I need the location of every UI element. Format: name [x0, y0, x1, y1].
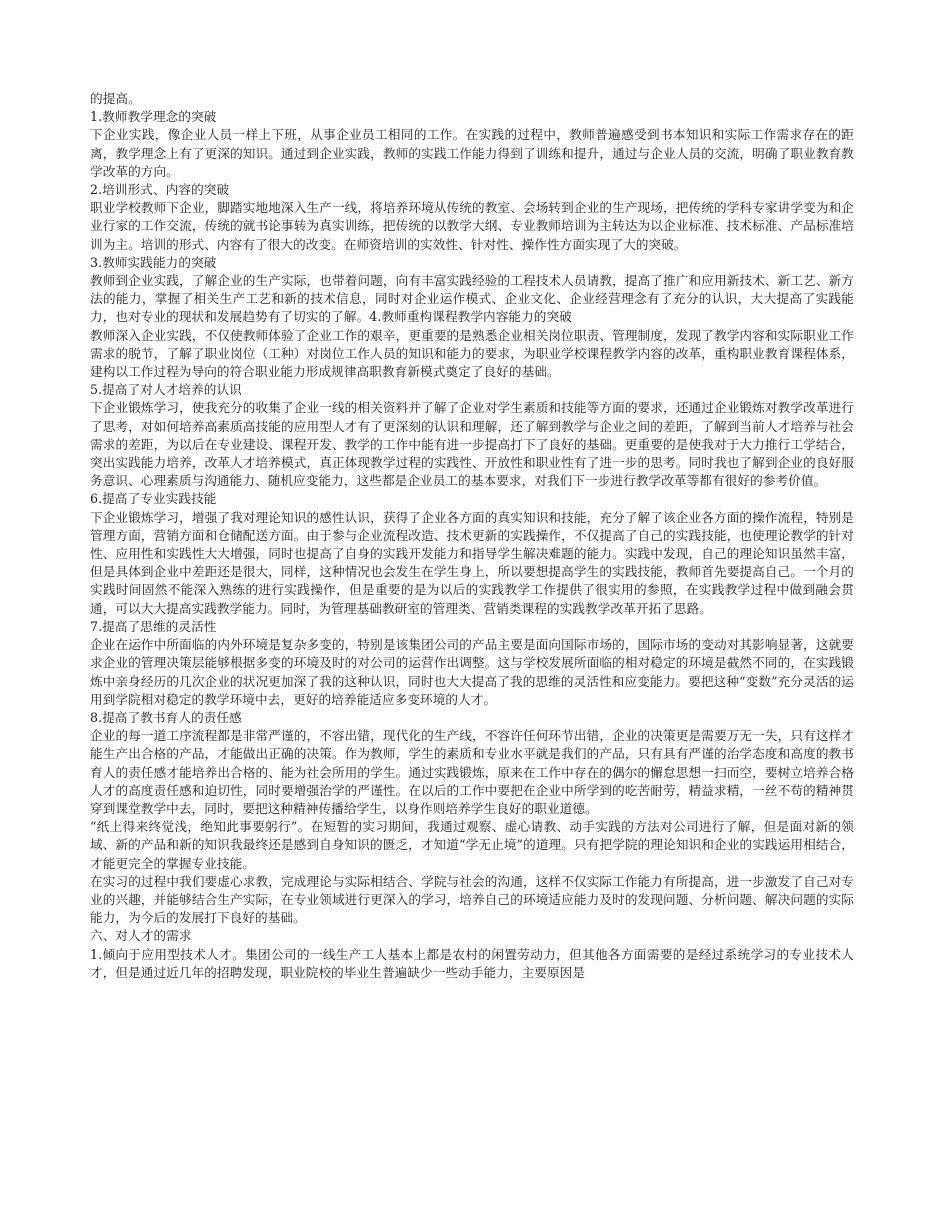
- paragraph-4: 教师深入企业实践，不仅使教师体验了企业工作的艰辛，更重要的是熟悉企业相关岗位职责、管理制度，发现了教学内容和实际职业工作需求的脱节，了解了职业岗位（工种）对岗位工作人员的知识和能力的要求，为职业学校课程教学内容的改革，重构职业教育课程体系，建构以工作过程为导向的符合职业能力形成规律高职教育新模式奠定了良好的基础。: [90, 327, 854, 380]
- section-heading-6: 6.提高了专业实践技能: [90, 491, 217, 507]
- section-heading-3: 3.教师实践能力的突破: [90, 254, 217, 270]
- paragraph-1: 下企业实践，像企业人员一样上下班，从事企业员工相同的工作。在实践的过程中，教师普遍感受到书本知识和实际工作需求存在的距离，教学理念上有了更深的知识。通过到企业实践，教师的实践工作能力得到了训练和提升，通过与企业人员的交流，明确了职业教育教学改革的方向。: [90, 127, 854, 179]
- paragraph-7: 企业在运作中所面临的内外环境是复杂多变的，特别是该集团公司的产品主要是面向国际市场的，国际市场的变动对其影响显著，这就要求企业的管理决策层能够根据多变的环境及时的对公司的运营作出调整。这与学校发展所面临的相对稳定的环境是截然不同的，在实践锻炼中亲身经历的几次企业的状况更加深了我的这种认识，同时也大大提高了我的思维的灵活性和应变能力。要把这种“变数”充分灵活的运用到学院相对稳定的教学环境中去，更好的培养能适应多变环境的人才。: [90, 637, 854, 707]
- paragraph-2: 职业学校教师下企业，脚踏实地地深入生产一线，将培养环境从传统的教室、会场转到企业的生产现场，把传统的学科专家讲学变为和企业行家的工作交流，传统的就书论事转为真实训练，把传统的以教学大纲、专业教师培训为主转达为以企业标准、技术标准、产品标准培训为主。培训的形式、内容有了很大的改变。在师资培训的实效性、针对性、操作性方面实现了大的突破。: [90, 200, 854, 252]
- paragraph-internship: 在实习的过程中我们要虚心求教，完成理论与实际相结合、学院与社会的沟通，这样不仅实际工作能力有所提高，进一步激发了自己对专业的兴趣，并能够结合生产实际，在专业领域进行更深入的学习，培养自己的环境适应能力及时的发现问题、分析问题、解决问题的实际能力，为今后的发展打下良好的基础。: [90, 873, 854, 926]
- paragraph-6: 下企业锻炼学习，增强了我对理论知识的感性认识，获得了企业各方面的真实知识和技能，充分了解了该企业各方面的操作流程，特别是管理方面，营销方面和仓储配送方面。由于参与企业流程改造、技术更新的实践操作，不仅提高了自己的实践技能，也使理论教学的针对性、应用性和实践性大大增强，同时也提高了自身的实践开发能力和指导学生解决难题的能力。实践中发现，自己的理论知识虽然丰富，但是具体到企业中差距还是很大，同样，这种情况也会发生在学生身上，所以要想提高学生的实践技能，教师首先要提高自己。一个月的实践时间固然不能深入熟练的进行实践操作，但是重要的是为以后的实践教学工作提供了很实用的参照，在实践教学过程中做到融会贯通，可以大大提高实践教学能力。同时，为管理基础教研室的管理类、营销类课程的实践教学改革开拓了思路。: [90, 509, 854, 616]
- section-heading-5: 5.提高了对人才培养的认识: [90, 382, 242, 398]
- chapter-heading-6: 六、对人才的需求: [90, 928, 192, 944]
- document-page: [90, 90, 854, 982]
- paragraph-quote: “纸上得来终觉浅，绝知此事要躬行”。在短暂的实习期间，我通过观察、虚心请教、动手实践的方法对公司进行了解，但是面对新的领域、新的产品和新的知识我最终还是感到自身知识的匮乏，才知道“学无止境”的道理。只有把学院的理论知识和企业的实践运用相结合，才能更完全的掌握专业技能。: [90, 819, 854, 871]
- section-heading-2: 2.培训形式、内容的突破: [90, 182, 230, 198]
- paragraph-3: 教师到企业实践，了解企业的生产实际，也带着问题，向有丰富实践经验的工程技术人员请教，提高了推广和应用新技术、新工艺、新方法的能力，掌握了相关生产工艺和新的技术信息，同时对企业运作模式、企业文化、企业经营理念有了充分的认识，大大提高了实践能力，也对专业的现状和发展趋势有了切实的了解。4.教师重构课程教学内容能力的突破: [90, 273, 854, 325]
- paragraph-talent-demand: 1.倾向于应用型技术人才。集团公司的一线生产工人基本上都是农村的闲置劳动力，但其他各方面需要的是经过系统学习的专业技术人才，但是通过近几年的招聘发现，职业院校的毕业生普遍缺少一些动手能力，主要原因是: [90, 946, 854, 980]
- section-heading-1: 1.教师教学理念的突破: [90, 109, 217, 125]
- paragraph-5: 下企业锻炼学习，使我充分的收集了企业一线的相关资料并了解了企业对学生素质和技能等方面的要求，还通过企业锻炼对教学改革进行了思考，对如何培养高素质高技能的应用型人才有了更深刻的认识和理解，还了解到教学与企业之间的差距，了解到当前人才培养与社会需求的差距，为以后在专业建设、课程开发、教学的工作中能有进一步提高打下了良好的基础。更重要的是使我对于大力推行工学结合，突出实践能力培养，改革人才培养模式，真正体现教学过程的实践性、开放性和职业性有了进一步的思考。同时我也了解到企业的良好服务意识、心理素质与沟通能力、随机应变能力，这些都是企业员工的基本要求，对我们下一步进行教学改革等都有很好的参考价值。: [90, 400, 854, 489]
- paragraph-8: 企业的每一道工序流程都是非常严谨的，不容出错，现代化的生产线，不容许任何环节出错，企业的决策更是需要万无一失，只有这样才能生产出合格的产品，才能做出正确的决策。作为教师，学生的素质和专业水平就是我们的产品，只有具有严谨的治学态度和高度的教书育人的责任感才能培养出合格的、能为社会所用的学生。通过实践锻炼，原来在工作中存在的偶尔的懈怠思想一扫而空，要树立培养合格人才的高度责任感和迫切性，同时要增强治学的严谨性。在以后的工作中要把在企业中所学到的吃苦耐劳，精益求精，一丝不苟的精神贯穿到课堂教学中去，同时，要把这种精神传播给学生，以身作则培养学生良好的职业道德。: [90, 728, 854, 816]
- section-heading-8: 8.提高了教书育人的责任感: [90, 709, 242, 725]
- section-heading-7: 7.提高了思维的灵活性: [90, 618, 217, 634]
- paragraph-continuation: 的提高。: [90, 91, 141, 106]
